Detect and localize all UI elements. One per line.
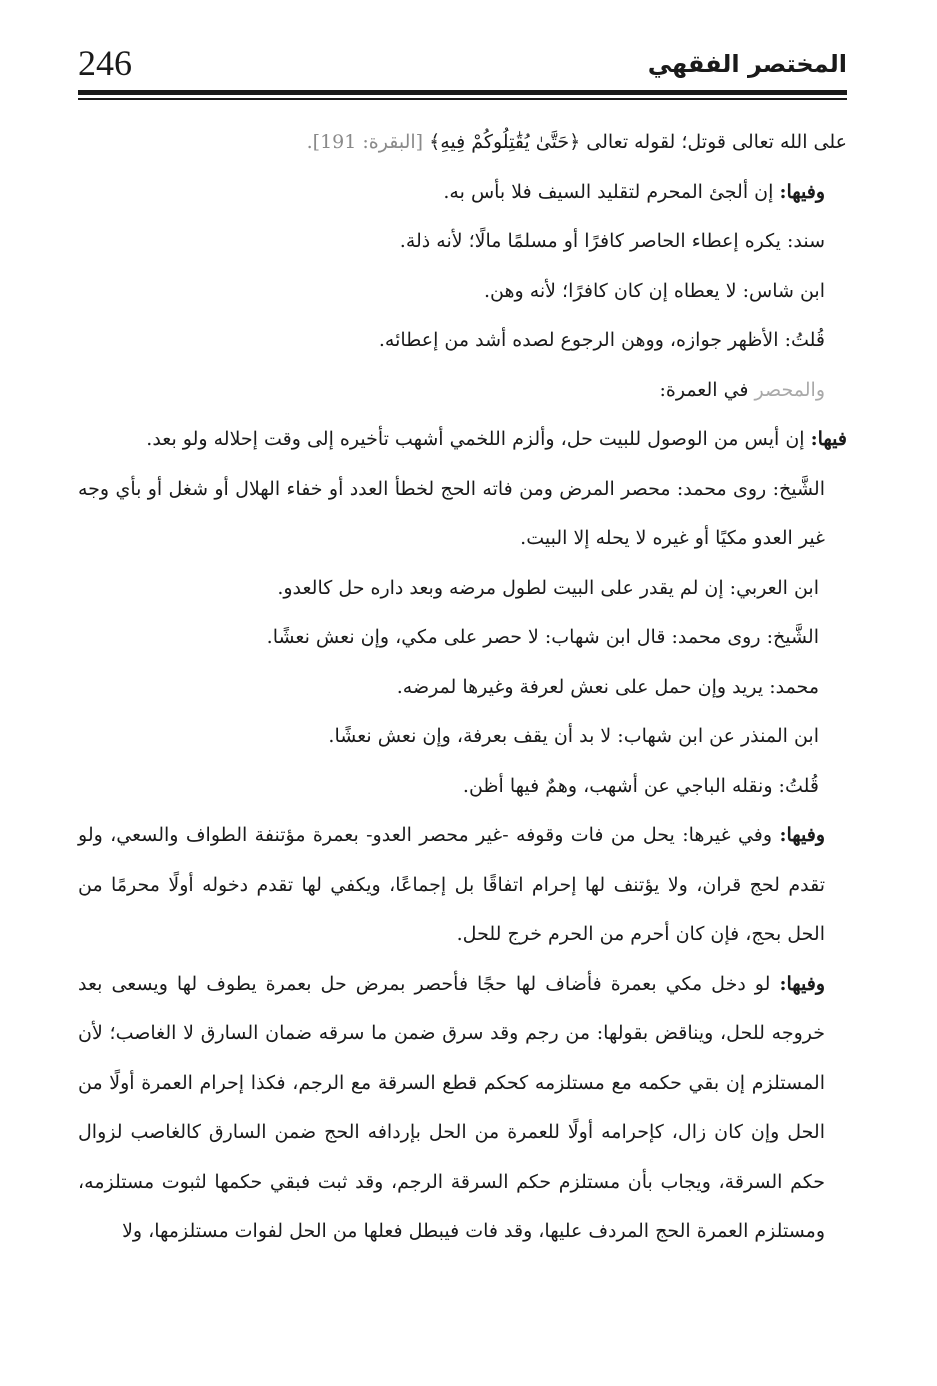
paragraph-text: وفي غيرها: يحل من فات وقوفه -غير محصر العدو- بعمرة مؤتنفة الطواف والسعي، ولو تقدم لحج قران، ولا يؤتنف لها إحرام اتفاقًا بل إجماعًا، ويكفي لها تقدم دخوله أولًا محرمًا من الحل بحج، فإن كان أحرم من الحرم خرج للحل. bbox=[78, 824, 825, 945]
paragraph-text: إن أيس من الوصول للبيت حل، وألزم اللخمي أشهب تأخيره إلى وقت إحلاله ولو بعد. bbox=[146, 428, 811, 450]
paragraph bbox=[78, 217, 847, 267]
paragraph-text: قُلتُ: الأظهر جوازه، ووهن الرجوع لصده أشد من إعطائه. bbox=[378, 329, 825, 351]
paragraph bbox=[78, 960, 847, 1257]
paragraph bbox=[78, 267, 847, 317]
paragraph bbox=[78, 762, 847, 812]
paragraph bbox=[78, 118, 847, 168]
paragraph-text: الشَّيخ: روى محمد: قال ابن شهاب: لا حصر على مكي، وإن نعش نعشًا. bbox=[266, 626, 819, 648]
section-heading bbox=[78, 366, 847, 416]
paragraph-text: الشَّيخ: روى محمد: محصر المرض ومن فاته الحج لخطأ العدد أو خفاء الهلال أو شغل أو بأي وجه غير العدو مكيًا أو غيره لا يحله إلا البيت. bbox=[78, 477, 825, 549]
page-header bbox=[78, 40, 847, 92]
paragraph-text: ابن المنذر عن ابن شهاب: لا بد أن يقف بعرفة، وإن نعش نعشًا. bbox=[328, 725, 819, 747]
paragraph bbox=[78, 663, 847, 713]
paragraph-lead: وفيها: bbox=[779, 972, 825, 995]
paragraph bbox=[78, 564, 847, 614]
paragraph-text: قُلتُ: ونقله الباجي عن أشهب، وهمٌ فيها أظن. bbox=[462, 774, 819, 797]
paragraph-lead: فيها: bbox=[810, 428, 847, 450]
paragraph bbox=[78, 712, 847, 762]
quran-verse: ﴿حَتَّىٰ يُقَٰتِلُوكُمْ فِيهِ﴾ bbox=[429, 131, 581, 153]
paragraph bbox=[78, 811, 847, 960]
paragraph-text: سند: يكره إعطاء الحاصر كافرًا أو مسلمًا مالًا؛ لأنه ذلة. bbox=[399, 230, 825, 252]
paragraph bbox=[78, 316, 847, 366]
header-rule-thick bbox=[78, 90, 847, 95]
paragraph-text: ابن العربي: إن لم يقدر على البيت لطول مرضه وبعد داره حل كالعدو. bbox=[277, 576, 819, 599]
paragraph-text: لو دخل مكي بعمرة فأضاف لها حجًا فأحصر بمرض حل بعمرة يطوف لها ويسعى بعد خروجه للحل، ويناقض بقولها: من رجم وقد سرق ضمن ما سرقه ضمان السارق لا الغاصب؛ لأن المستلزم إن بقي حكمه مع مستلزمه كحكم قطع السرقة مع الرجم، فكذا إحرام العمرة أولًا من الحل وإن كان زال، كإحرامه أولًا للعمرة من الحل بإردافه الحج ضمن السارق كالغاصب لزوال حكم السرقة، ويجاب بأن مستلزم حكم السرقة الرجم، وقد ثبت فبقي حكمها لثبوت مستلزمه، ومستلزم العمرة الحج المردف عليها، وقد فات فيبطل فعلها من الحل لفوات مستلزمها، ولا bbox=[78, 972, 825, 1242]
verse-reference: [البقرة: 191]. bbox=[306, 131, 430, 153]
paragraph-text: محمد: يريد وإن حمل على نعش لعرفة وغيرها لمرضه. bbox=[396, 675, 819, 698]
paragraph bbox=[78, 168, 847, 218]
paragraph bbox=[78, 415, 847, 465]
page-number: 246 bbox=[78, 43, 132, 83]
paragraph-text: إن ألجئ المحرم لتقليد السيف فلا بأس به. bbox=[443, 180, 780, 203]
book-title: المختصر الفقهي bbox=[647, 50, 847, 78]
faded-text: والمحصر bbox=[754, 378, 825, 401]
paragraph-text: في العمرة: bbox=[659, 378, 755, 401]
paragraph bbox=[78, 613, 847, 663]
body-text bbox=[78, 118, 847, 1257]
paragraph-lead: وفيها: bbox=[779, 824, 825, 846]
header-rule-thin bbox=[78, 98, 847, 100]
paragraph bbox=[78, 465, 847, 564]
paragraph-text: على الله تعالى قوتل؛ لقوله تعالى bbox=[580, 131, 847, 153]
paragraph-lead: وفيها: bbox=[779, 180, 825, 203]
paragraph-text: ابن شاس: لا يعطاه إن كان كافرًا؛ لأنه وهن. bbox=[483, 279, 825, 302]
